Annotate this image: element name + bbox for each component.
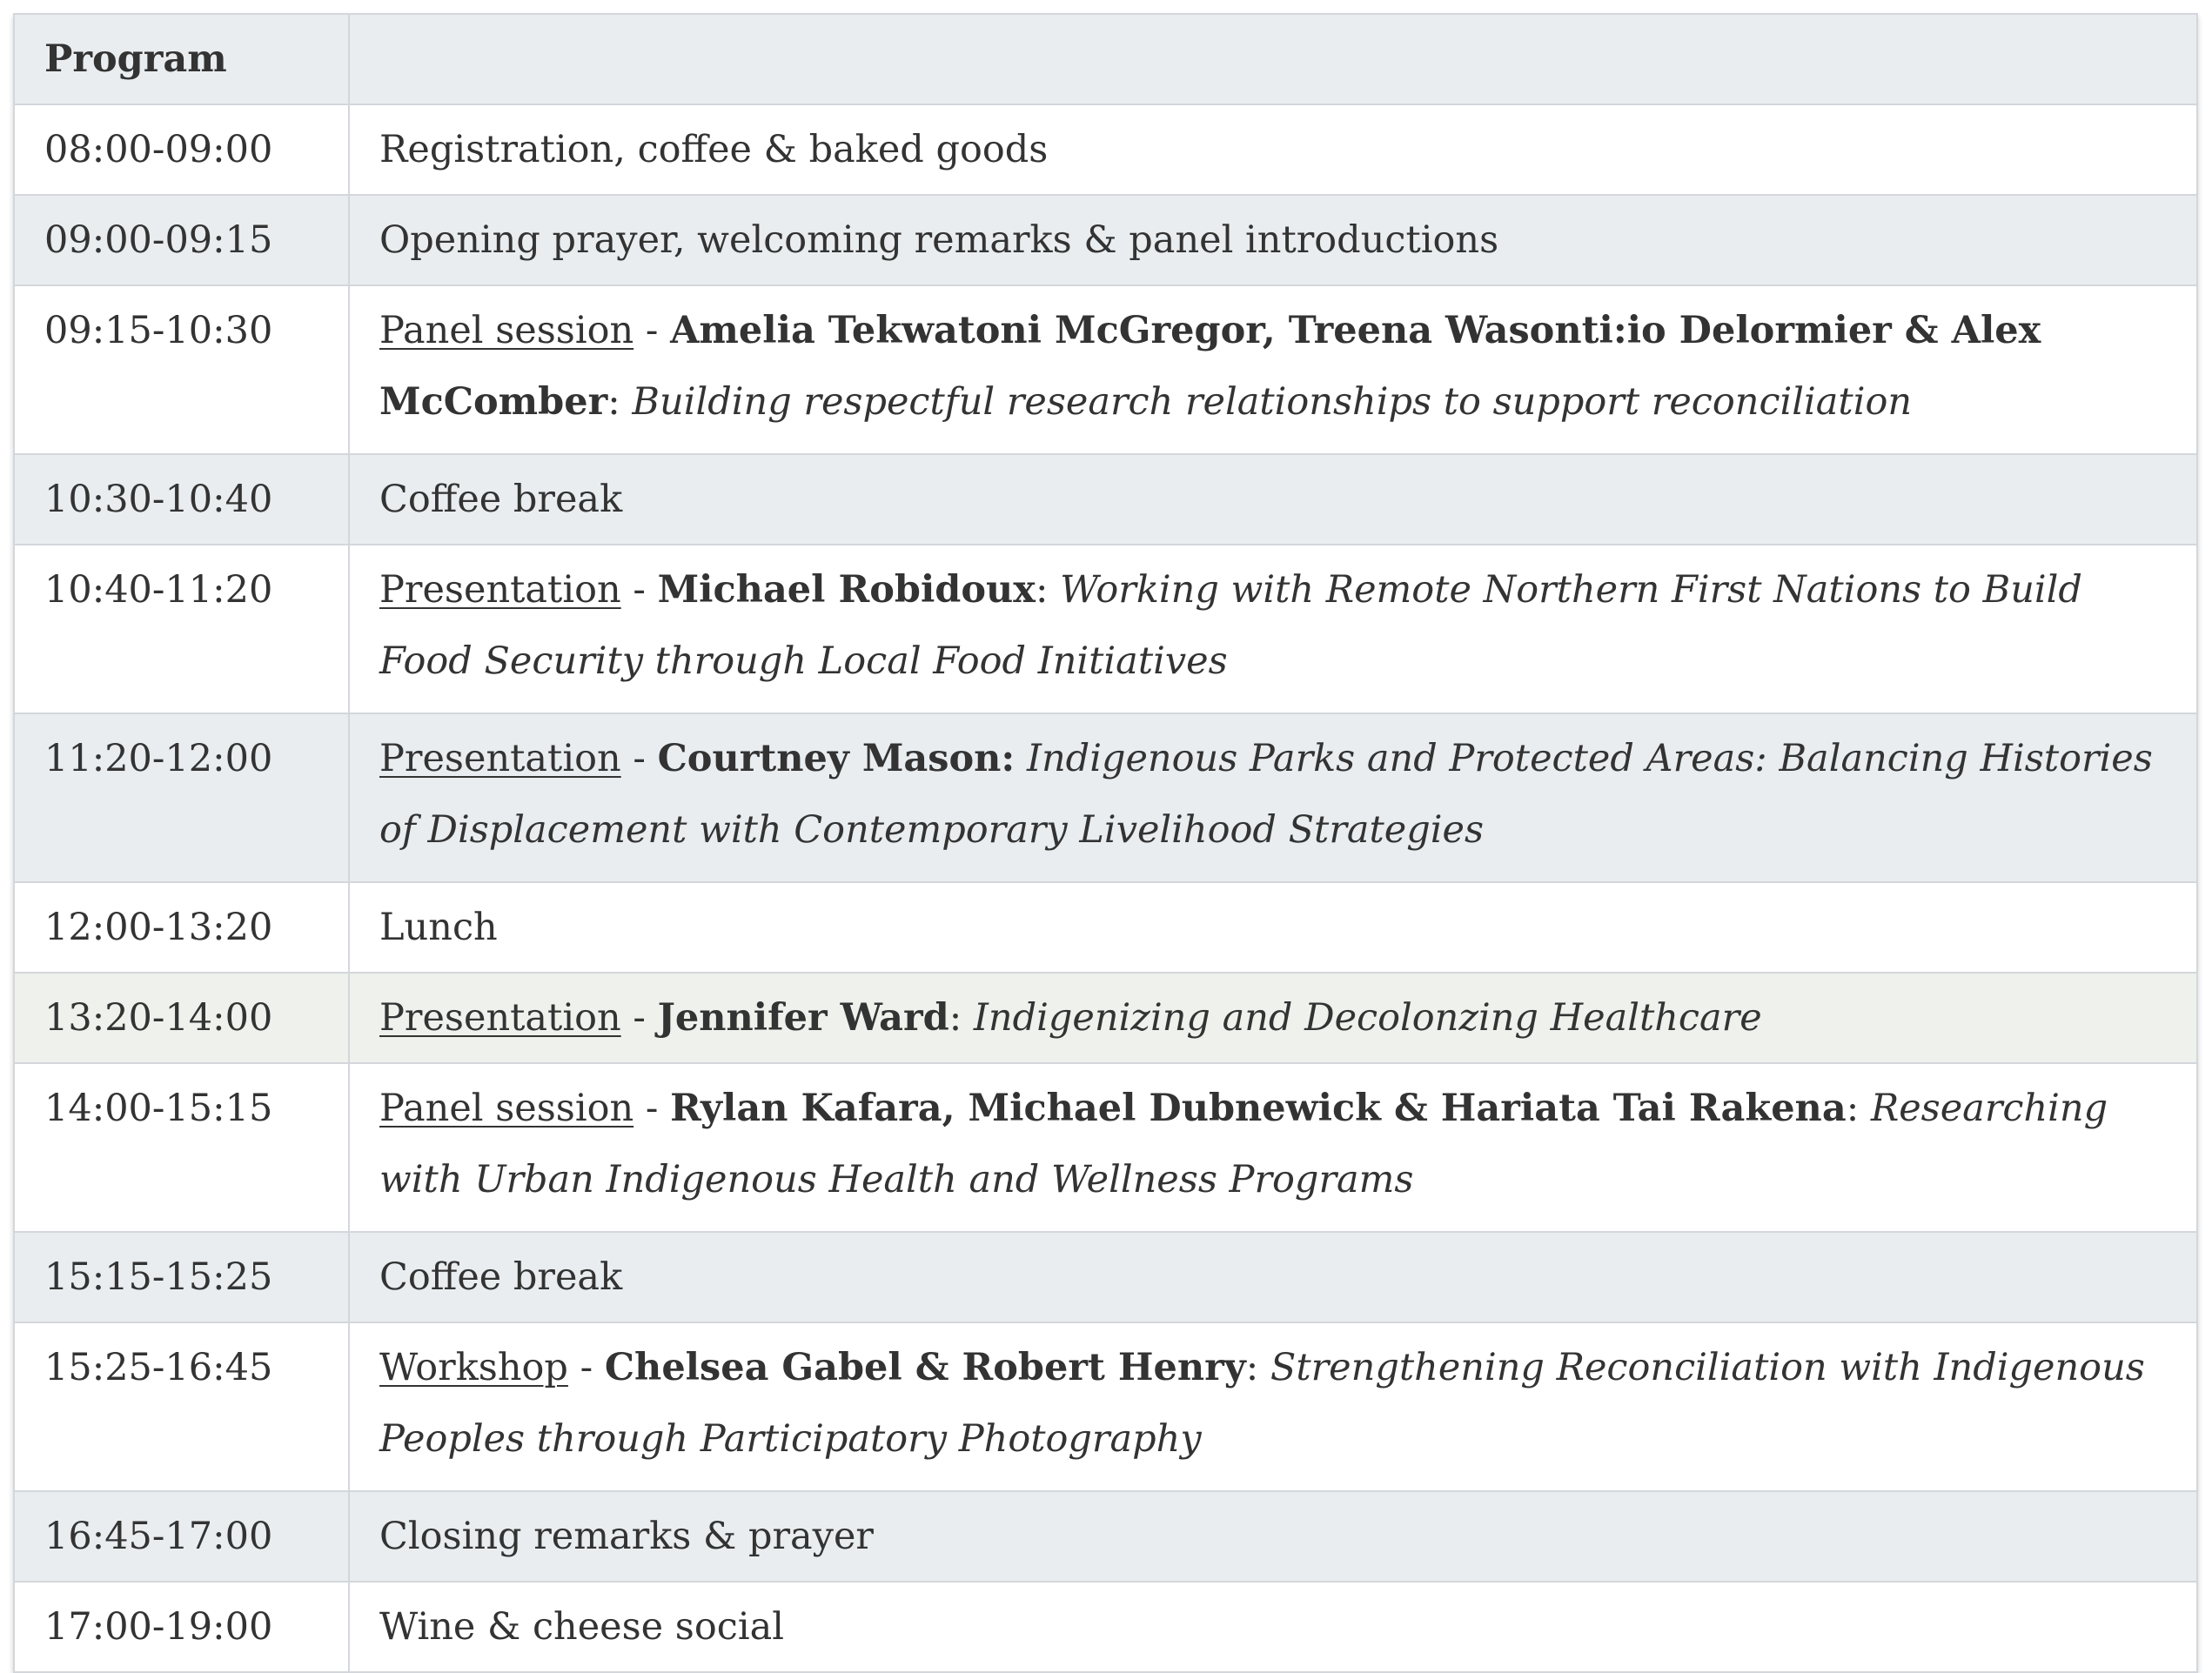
- table-row: [14, 1491, 2197, 1582]
- session-type-link[interactable]: Panel session: [379, 1087, 634, 1130]
- table-row: [14, 1232, 2197, 1322]
- row-text: Coffee break: [349, 1232, 2197, 1322]
- table-row: [14, 454, 2197, 545]
- session-type-link[interactable]: Presentation: [379, 737, 621, 780]
- separator: -: [633, 1087, 671, 1130]
- presenter-names: Chelsea Gabel & Robert Henry: [604, 1346, 1246, 1389]
- row-session: [349, 285, 2197, 454]
- row-time: 15:25-16:45: [14, 1322, 349, 1491]
- table-row: [14, 1322, 2197, 1491]
- row-time: 11:20-12:00: [14, 713, 349, 882]
- table-row: [14, 973, 2197, 1063]
- session-title: Indigenizing and Decolonzing Healthcare: [973, 996, 1762, 1040]
- header-program: Program: [14, 14, 349, 104]
- row-session: [349, 1322, 2197, 1491]
- row-time: 17:00-19:00: [14, 1582, 349, 1672]
- row-text: Lunch: [349, 882, 2197, 973]
- row-time: 09:00-09:15: [14, 195, 349, 285]
- session-title: Strengthening Reconciliation with Indigenous Peoples through Participatory Photography: [379, 1346, 2145, 1461]
- presenter-names: Courtney Mason:: [657, 737, 1016, 780]
- table-row: [14, 882, 2197, 973]
- colon: :: [948, 996, 974, 1040]
- row-time: 14:00-15:15: [14, 1063, 349, 1232]
- session-title: Researching with Urban Indigenous Health and Wellness Programs: [379, 1087, 2108, 1201]
- row-session: [349, 1063, 2197, 1232]
- session-type-link[interactable]: Presentation: [379, 996, 621, 1040]
- row-text: Closing remarks & prayer: [349, 1491, 2197, 1582]
- session-type-link[interactable]: Panel session: [379, 309, 634, 352]
- separator: -: [567, 1346, 605, 1389]
- separator: -: [620, 568, 658, 612]
- session-type-link[interactable]: Presentation: [379, 568, 621, 612]
- session-title: Building respectful research relationships to support reconciliation: [632, 380, 1913, 424]
- session-type-link[interactable]: Workshop: [379, 1346, 568, 1389]
- presenter-names: Michael Robidoux: [657, 568, 1036, 612]
- row-time: 09:15-10:30: [14, 285, 349, 454]
- header-details: [349, 14, 2197, 104]
- row-time: 10:40-11:20: [14, 545, 349, 713]
- colon: :: [1846, 1087, 1871, 1130]
- separator: -: [620, 737, 658, 780]
- row-time: 15:15-15:25: [14, 1232, 349, 1322]
- row-text: Opening prayer, welcoming remarks & panel introductions: [349, 195, 2197, 285]
- presenter-names: Rylan Kafara, Michael Dubnewick & Hariata Tai Rakena: [670, 1087, 1847, 1130]
- colon: :: [1035, 568, 1061, 612]
- table-row: [14, 1582, 2197, 1672]
- table-row: [14, 195, 2197, 285]
- row-session: [349, 973, 2197, 1063]
- colon: [1015, 737, 1027, 780]
- separator: -: [633, 309, 671, 352]
- row-text: Coffee break: [349, 454, 2197, 545]
- row-text: Registration, coffee & baked goods: [349, 104, 2197, 195]
- program-table: [13, 13, 2198, 1673]
- row-time: 08:00-09:00: [14, 104, 349, 195]
- table-row: [14, 713, 2197, 882]
- row-time: 12:00-13:20: [14, 882, 349, 973]
- row-session: [349, 545, 2197, 713]
- session-title: Working with Remote Northern First Nations to Build Food Security through Local Food Initiatives: [379, 568, 2082, 683]
- colon: :: [1245, 1346, 1270, 1389]
- table-header-row: [14, 14, 2197, 104]
- row-time: 10:30-10:40: [14, 454, 349, 545]
- row-time: 16:45-17:00: [14, 1491, 349, 1582]
- row-session: [349, 713, 2197, 882]
- presenter-names: Jennifer Ward: [657, 996, 949, 1040]
- table-row: [14, 285, 2197, 454]
- presenter-names: Amelia Tekwatoni McGregor, Treena Wasonti:io Delormier & Alex McComber: [379, 309, 2041, 424]
- row-text: Wine & cheese social: [349, 1582, 2197, 1672]
- table-row: [14, 104, 2197, 195]
- row-time: 13:20-14:00: [14, 973, 349, 1063]
- colon: :: [607, 380, 633, 424]
- session-title: Indigenous Parks and Protected Areas: Balancing Histories of Displacement with Contemporary Livelihood Strategies: [379, 737, 2153, 852]
- table-row: [14, 1063, 2197, 1232]
- separator: -: [620, 996, 658, 1040]
- table-row: [14, 545, 2197, 713]
